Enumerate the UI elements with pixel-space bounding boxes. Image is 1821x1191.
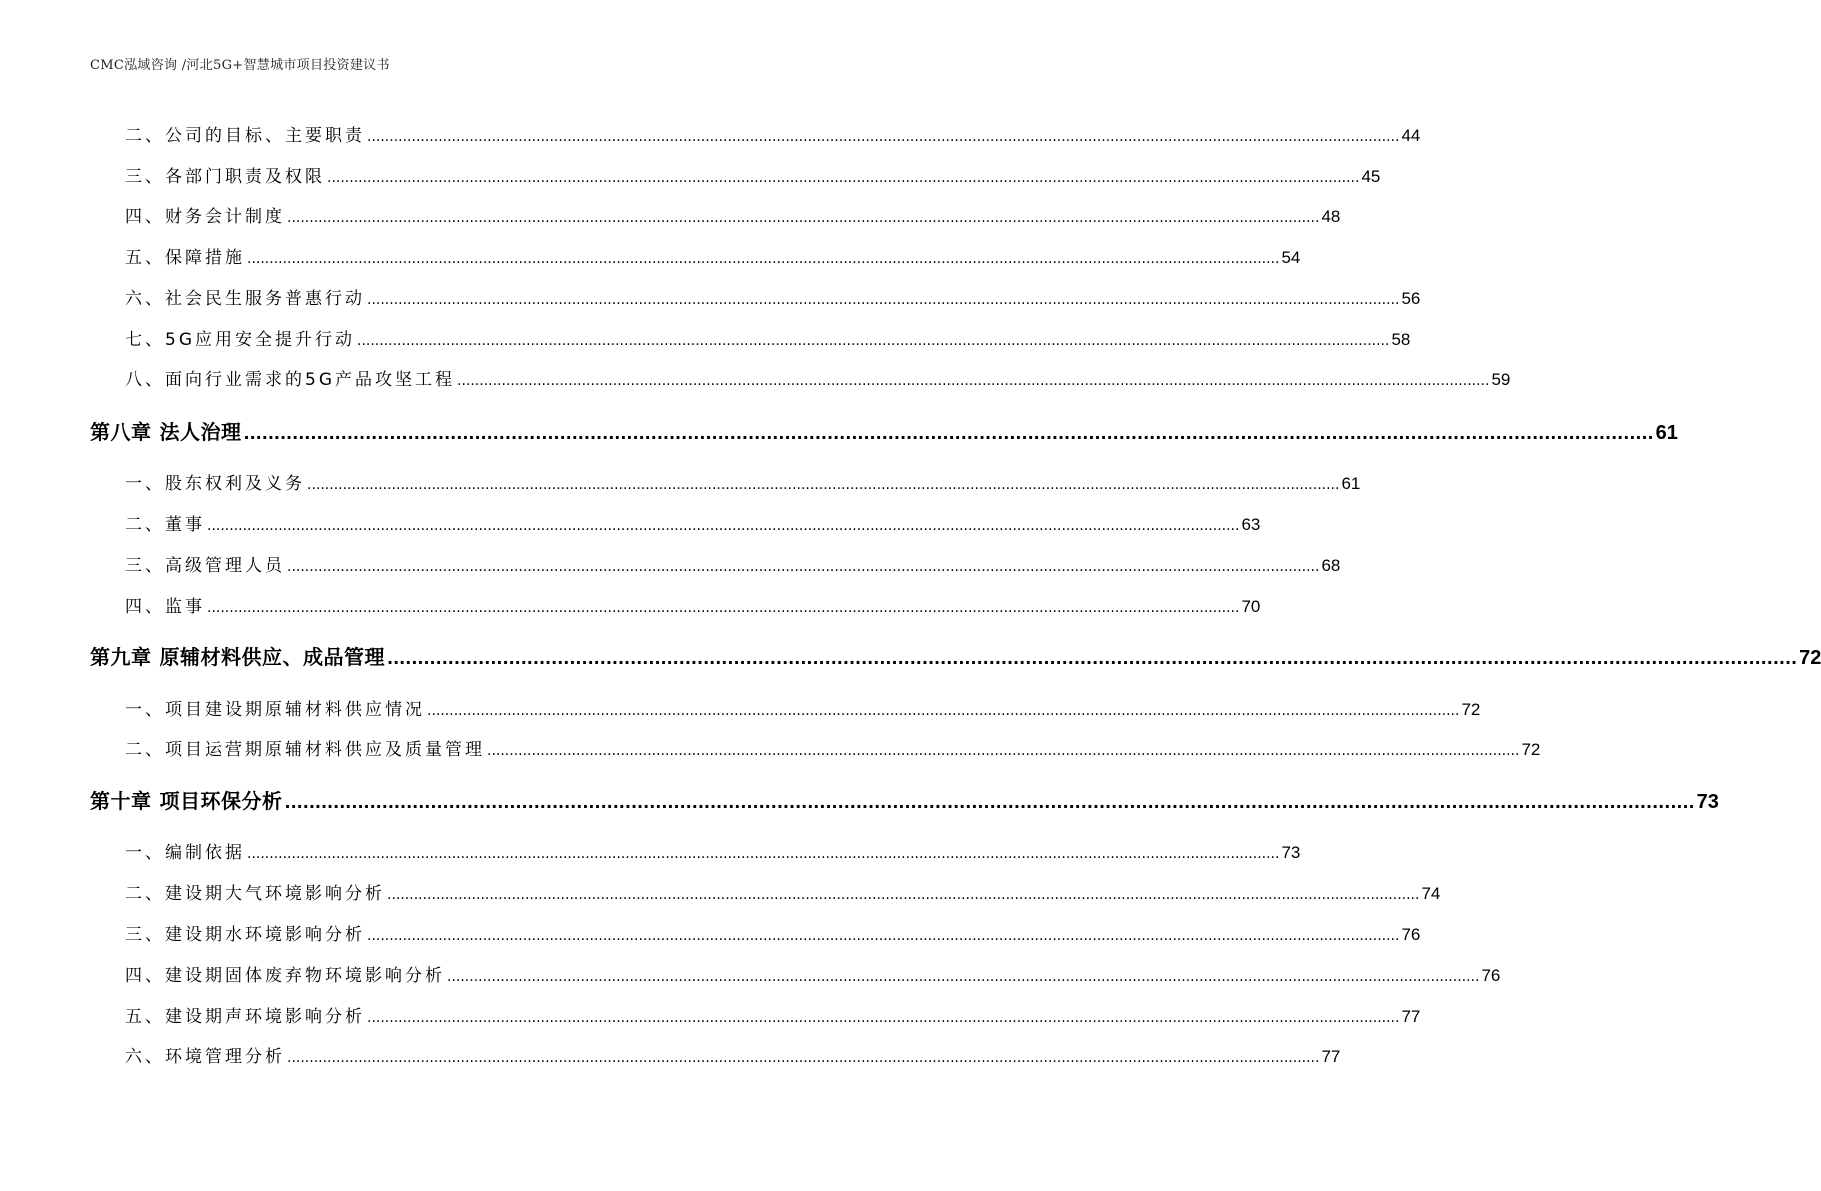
toc-entry-page: 77: [1401, 1007, 1421, 1026]
toc-entry-number: 三、: [125, 925, 165, 945]
toc-entry-page: 63: [1241, 515, 1261, 534]
toc-entry[interactable]: [125, 738, 1541, 762]
toc-entry-number: 七、: [125, 330, 165, 350]
toc-entry-number: 二、: [125, 126, 165, 146]
toc-entry[interactable]: [125, 513, 1261, 537]
toc-entry-number: 二、: [125, 884, 165, 904]
toc-entry-number: 三、: [125, 167, 165, 187]
toc-entry[interactable]: [125, 923, 1421, 947]
toc-chapter-number: 第九章: [90, 645, 152, 669]
toc-chapter-page: 73: [1696, 791, 1719, 813]
toc-entry-page: 72: [1461, 700, 1481, 719]
toc-chapter-title: 原辅材料供应、成品管理: [159, 645, 385, 669]
toc-entry[interactable]: [125, 882, 1441, 906]
toc-leader-dots: ........................................................................................................................................................................................................................................: [447, 969, 1480, 985]
toc-entry-number: 一、: [125, 474, 165, 494]
toc-leader-dots: ........................................................................................................................................................................................................................................: [287, 559, 1320, 575]
toc-entry-number: 四、: [125, 207, 165, 227]
toc-entry-number: 四、: [125, 966, 165, 986]
toc-entry-page: 54: [1281, 248, 1301, 267]
toc-leader-dots: ........................................................................................................................................................................................................................................: [287, 210, 1320, 226]
toc-entry[interactable]: [125, 368, 1511, 392]
toc-entry[interactable]: [125, 124, 1421, 148]
toc-chapter-title: 法人治理: [159, 420, 242, 444]
toc-entry[interactable]: [125, 246, 1301, 270]
toc-entry-number: 二、: [125, 740, 165, 760]
toc-entry-title: 高级管理人员: [165, 556, 285, 576]
toc-entry-page: 76: [1481, 966, 1501, 985]
toc-chapter-entry[interactable]: [90, 420, 1678, 444]
toc-entry-page: 77: [1321, 1047, 1341, 1066]
toc-leader-dots: ........................................................................................................................................................................................................................................: [307, 477, 1340, 493]
toc-entry[interactable]: [125, 472, 1361, 496]
toc-chapter-entry[interactable]: [90, 645, 1821, 669]
toc-entry-number: 一、: [125, 700, 165, 720]
toc-entry-page: 74: [1421, 884, 1441, 903]
toc-entry-number: 八、: [125, 370, 165, 390]
toc-entry[interactable]: [125, 205, 1341, 229]
toc-entry-number: 二、: [125, 515, 165, 535]
toc-entry-title: 各部门职责及权限: [165, 167, 325, 187]
toc-entry[interactable]: [125, 841, 1301, 865]
toc-leader-dots: ........................................................................................................................................................................................................................................: [367, 292, 1400, 308]
toc-entry-title: 建设期水环境影响分析: [165, 925, 365, 945]
page-header: CMC泓域咨询 /河北5G+智慧城市项目投资建议书: [90, 58, 390, 73]
toc-entry-page: 58: [1391, 330, 1411, 349]
toc-leader-dots: ........................................................................................................................................................................................................................................: [367, 928, 1400, 944]
toc-entry[interactable]: [125, 165, 1381, 189]
toc-entry-page: 76: [1401, 925, 1421, 944]
toc-entry-page: 72: [1521, 740, 1541, 759]
toc-leader-dots: ........................................................................................................................................................................................................................................: [284, 793, 1695, 812]
toc-chapter-entry[interactable]: [90, 789, 1719, 813]
toc-entry[interactable]: [125, 698, 1481, 722]
toc-entry-page: 59: [1491, 370, 1511, 389]
toc-entry-page: 56: [1401, 289, 1421, 308]
toc-entry[interactable]: [125, 964, 1501, 988]
toc-leader-dots: ........................................................................................................................................................................................................................................: [243, 424, 1654, 443]
toc-entry-number: 三、: [125, 556, 165, 576]
toc-leader-dots: ........................................................................................................................................................................................................................................: [387, 887, 1420, 903]
toc-leader-dots: ........................................................................................................................................................................................................................................: [207, 518, 1240, 534]
toc-entry-number: 四、: [125, 597, 165, 617]
toc-leader-dots: ........................................................................................................................................................................................................................................: [367, 129, 1400, 145]
toc-leader-dots: ........................................................................................................................................................................................................................................: [247, 846, 1280, 862]
toc-entry-title: 建设期大气环境影响分析: [165, 884, 385, 904]
toc-entry-title: 保障措施: [165, 248, 245, 268]
toc-leader-dots: ........................................................................................................................................................................................................................................: [247, 251, 1280, 267]
toc-entry-title: 项目建设期原辅材料供应情况: [165, 700, 425, 720]
toc-entry[interactable]: [125, 1005, 1421, 1029]
toc-entry-number: 六、: [125, 1047, 165, 1067]
toc-entry[interactable]: [125, 595, 1261, 619]
toc-entry-number: 五、: [125, 248, 165, 268]
toc-entry-number: 一、: [125, 843, 165, 863]
toc-leader-dots: ........................................................................................................................................................................................................................................: [367, 1010, 1400, 1026]
toc-chapter-number: 第十章: [90, 789, 152, 813]
toc-entry-title: 建设期固体废弃物环境影响分析: [165, 966, 445, 986]
toc-entry-page: 44: [1401, 126, 1421, 145]
toc-entry[interactable]: [125, 1045, 1341, 1069]
toc-entry-title: 监事: [165, 597, 205, 617]
toc-entry[interactable]: [125, 287, 1421, 311]
toc-entry-title: 项目运营期原辅材料供应及质量管理: [165, 740, 485, 760]
toc-entry-title: 建设期声环境影响分析: [165, 1007, 365, 1027]
toc-leader-dots: ........................................................................................................................................................................................................................................: [207, 600, 1240, 616]
toc-entry-page: 68: [1321, 556, 1341, 575]
toc-leader-dots: ........................................................................................................................................................................................................................................: [487, 743, 1520, 759]
toc-entry-number: 六、: [125, 289, 165, 309]
toc-leader-dots: ........................................................................................................................................................................................................................................: [357, 333, 1390, 349]
toc-entry-page: 48: [1321, 207, 1341, 226]
toc-leader-dots: ........................................................................................................................................................................................................................................: [287, 1050, 1320, 1066]
toc-leader-dots: ........................................................................................................................................................................................................................................: [327, 170, 1360, 186]
toc-entry[interactable]: [125, 554, 1341, 578]
toc-entry-title: 环境管理分析: [165, 1047, 285, 1067]
toc-leader-dots: ........................................................................................................................................................................................................................................: [457, 373, 1490, 389]
toc-chapter-page: 72: [1799, 647, 1821, 669]
toc-entry-title: 财务会计制度: [165, 207, 285, 227]
toc-entry-title: 5G应用安全提升行动: [165, 330, 355, 350]
toc-entry-page: 61: [1341, 474, 1361, 493]
toc-entry-title: 编制依据: [165, 843, 245, 863]
toc-entry-title: 社会民生服务普惠行动: [165, 289, 365, 309]
toc-chapter-title: 项目环保分析: [159, 789, 283, 813]
toc-leader-dots: ........................................................................................................................................................................................................................................: [427, 703, 1460, 719]
toc-chapter-page: 61: [1655, 422, 1678, 444]
toc-entry-page: 45: [1361, 167, 1381, 186]
toc-entry[interactable]: [125, 328, 1411, 352]
toc-entry-title: 公司的目标、主要职责: [165, 126, 365, 146]
toc-entry-page: 73: [1281, 843, 1301, 862]
toc-leader-dots: ........................................................................................................................................................................................................................................: [387, 649, 1798, 668]
toc-entry-title: 股东权利及义务: [165, 474, 305, 494]
toc-entry-title: 面向行业需求的5G产品攻坚工程: [165, 370, 455, 390]
toc-chapter-number: 第八章: [90, 420, 152, 444]
toc-entry-number: 五、: [125, 1007, 165, 1027]
toc-entry-title: 董事: [165, 515, 205, 535]
toc-entry-page: 70: [1241, 597, 1261, 616]
